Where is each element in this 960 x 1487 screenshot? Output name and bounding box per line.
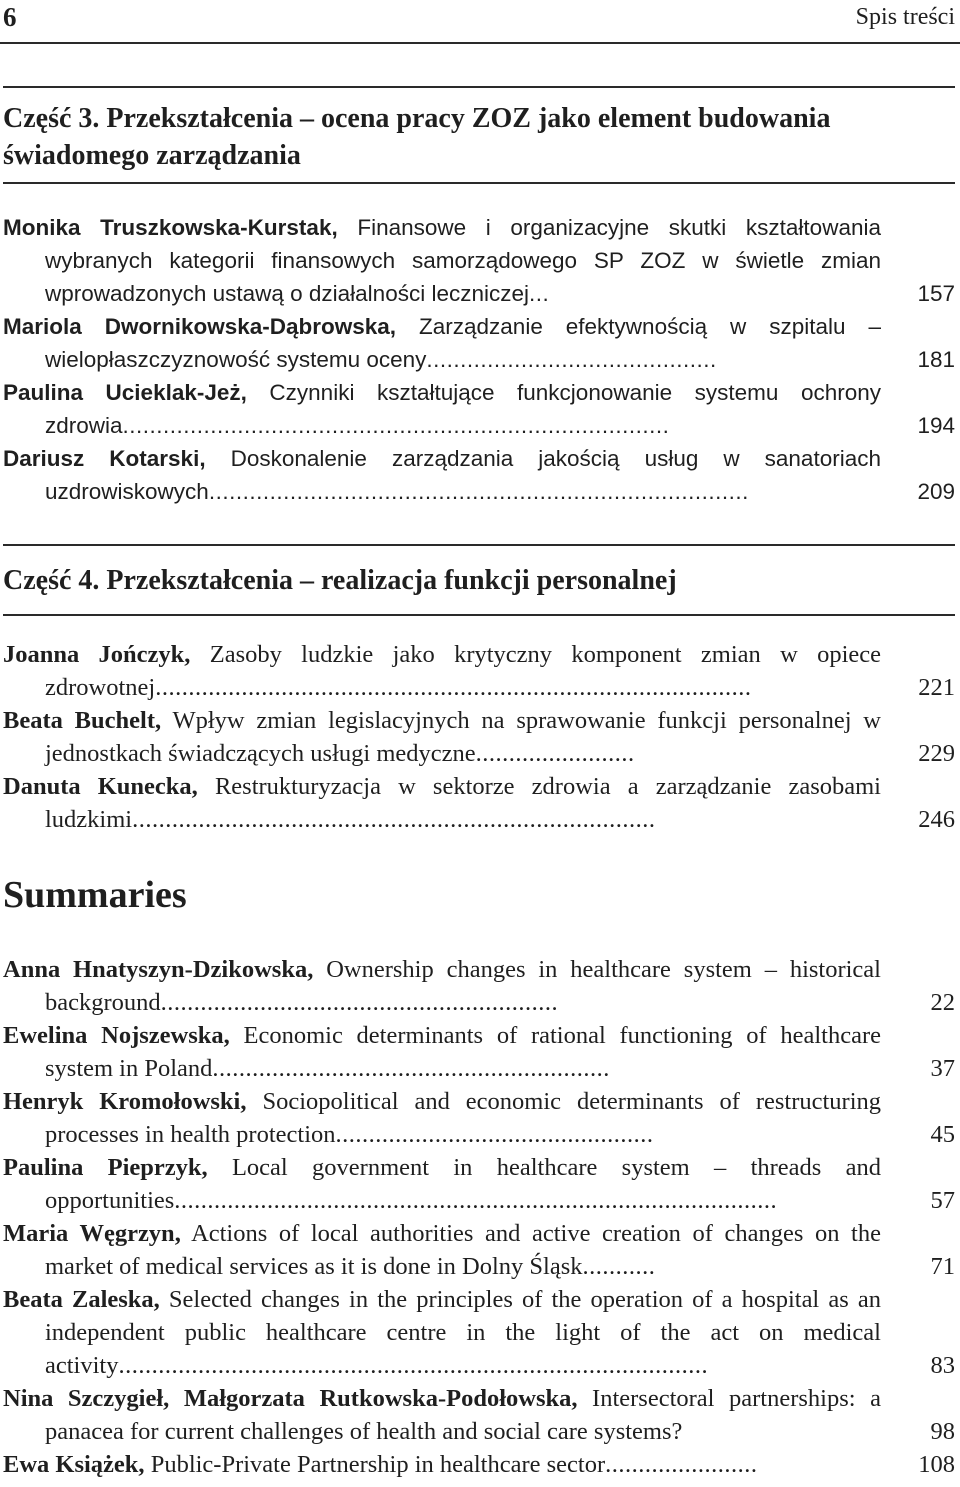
entry-title: Czynniki kształtujące funkcjonowanie systemu ochrony zdrowia — [45, 380, 881, 438]
toc-entry[interactable] — [3, 1085, 955, 1151]
entry-title: Finansowe i organizacyjne skutki kształtowania wybranych kategorii finansowych samorządowego SP ZOZ w świetle zmian wprowadzonych ustawą o działalności leczniczej — [45, 215, 881, 306]
dot-leaders: .......................................................................................... — [155, 674, 752, 701]
entry-author: Monika Truszkowska-Kurstak, — [3, 215, 338, 240]
toc-entry[interactable] — [3, 442, 955, 508]
toc-entry[interactable] — [3, 376, 955, 442]
entry-title: Actions of local authorities and active creation of changes on the market of medical services as it is done in Dolny Śląsk — [45, 1220, 881, 1280]
entry-page-number: 194 — [917, 413, 955, 438]
part4-entries — [3, 638, 955, 836]
toc-entry[interactable] — [3, 1151, 955, 1217]
dot-leaders: ............................................................ — [212, 1055, 610, 1082]
entry-page-number: 209 — [917, 479, 955, 504]
entry-title: Zasoby ludzkie jako krytyczny komponent zmian w opiece zdrowotnej — [45, 641, 881, 701]
dot-leaders: ......................................................................................... — [118, 1352, 709, 1379]
part3-entries — [3, 211, 955, 508]
dot-leaders: ... — [529, 281, 550, 306]
entry-author: Nina Szczygieł, Małgorzata Rutkowska-Podołowska, — [3, 1385, 578, 1412]
part4-bottom-rule — [3, 614, 955, 616]
toc-entry[interactable] — [3, 638, 955, 704]
entry-author: Beata Buchelt, — [3, 707, 162, 734]
toc-entry[interactable] — [3, 1019, 955, 1085]
dot-leaders: ........................ — [475, 740, 635, 767]
entry-page-number: 157 — [917, 281, 955, 306]
toc-entry[interactable] — [3, 1448, 955, 1481]
entry-page-number: 221 — [918, 674, 955, 701]
entry-page-number: 71 — [930, 1253, 955, 1280]
dot-leaders: ........... — [582, 1253, 656, 1280]
entry-title: Zarządzanie efektywnością w szpitalu – wielopłaszczyznowość systemu oceny — [45, 314, 881, 372]
entry-page-number: 108 — [918, 1451, 955, 1478]
entry-page-number: 37 — [930, 1055, 955, 1082]
entry-author: Henryk Kromołowski, — [3, 1088, 247, 1115]
entry-title: Economic determinants of rational functioning of healthcare system in Poland — [45, 1022, 881, 1082]
entry-title: Wpływ zmian legislacyjnych na sprawowanie funkcji personalnej w jednostkach świadczących usługi medyczne — [45, 707, 881, 767]
entry-page-number: 229 — [918, 740, 955, 767]
page-number: 6 — [3, 2, 17, 32]
toc-entry[interactable] — [3, 1382, 955, 1448]
entry-author: Danuta Kunecka, — [3, 773, 198, 800]
entry-page-number: 98 — [930, 1418, 955, 1445]
part3-bottom-rule — [3, 182, 955, 184]
entry-author: Ewelina Nojszewska, — [3, 1022, 230, 1049]
dot-leaders: ....................... — [605, 1451, 758, 1478]
entry-title: Ownership changes in healthcare system – historical background — [45, 956, 881, 1016]
toc-entry[interactable] — [3, 770, 955, 836]
toc-entry[interactable] — [3, 1283, 955, 1382]
entry-page-number: 83 — [930, 1352, 955, 1379]
entry-author: Paulina Pieprzyk, — [3, 1154, 208, 1181]
entry-title: Doskonalenie zarządzania jakością usług w sanatoriach uzdrowiskowych — [45, 446, 881, 504]
summaries-entries — [3, 953, 955, 1481]
dot-leaders: ............................................................................... — [132, 806, 656, 833]
part4-heading: Część 4. Przekształcenia – realizacja funkcji personalnej — [3, 565, 677, 596]
running-head — [3, 0, 955, 40]
dot-leaders: ................................................................................ — [208, 479, 749, 504]
part3-top-rule — [3, 86, 955, 88]
summaries-heading: Summaries — [3, 874, 187, 916]
running-head-title: Spis treści — [855, 4, 955, 30]
entry-title: Restrukturyzacja w sektorze zdrowia a zarządzanie zasobami ludzkimi — [45, 773, 881, 833]
dot-leaders: ............................................................ — [160, 989, 559, 1016]
toc-entry[interactable] — [3, 953, 955, 1019]
entry-title: Selected changes in the principles of the operation of a hospital as an independent public healthcare centre in the light of the act on medical activity — [45, 1286, 881, 1379]
entry-page-number: 22 — [930, 989, 955, 1016]
dot-leaders: ................................................ — [335, 1121, 654, 1148]
toc-entry[interactable] — [3, 211, 955, 310]
entry-page-number: 45 — [930, 1121, 955, 1148]
entry-author: Paulina Ucieklak-Jeż, — [3, 380, 247, 405]
entry-title: Intersectoral partnerships: a panacea for current challenges of health and social care systems? — [45, 1385, 882, 1445]
entry-author: Mariola Dwornikowska-Dąbrowska, — [3, 314, 397, 339]
part4-top-rule — [3, 544, 955, 546]
dot-leaders: ................................................................................. — [122, 413, 670, 438]
entry-page-number: 57 — [930, 1187, 955, 1214]
toc-entry[interactable] — [3, 704, 955, 770]
entry-page-number: 246 — [918, 806, 955, 833]
entry-author: Anna Hnatyszyn-Dzikowska, — [3, 956, 314, 983]
dot-leaders: ........................................... — [426, 347, 717, 372]
entry-author: Beata Zaleska, — [3, 1286, 160, 1313]
entry-title: Public-Private Partnership in healthcare sector — [150, 1451, 606, 1478]
dot-leaders: ........................................................................................... — [174, 1187, 778, 1214]
entry-title: Local government in healthcare system – threads and opportunities — [45, 1154, 881, 1214]
toc-entry[interactable] — [3, 1217, 955, 1283]
entry-author: Ewa Książek, — [3, 1451, 145, 1478]
entry-author: Joanna Jończyk, — [3, 641, 191, 668]
entry-author: Dariusz Kotarski, — [3, 446, 206, 471]
entry-page-number: 181 — [917, 347, 955, 372]
entry-title: Sociopolitical and economic determinants of restructuring processes in health protection — [45, 1088, 882, 1148]
part3-heading: Część 3. Przekształcenia – ocena pracy ZOZ jako element budowania świadomego zarządzania — [3, 103, 831, 171]
header-rule — [0, 42, 960, 44]
entry-author: Maria Węgrzyn, — [3, 1220, 181, 1247]
toc-entry[interactable] — [3, 310, 955, 376]
